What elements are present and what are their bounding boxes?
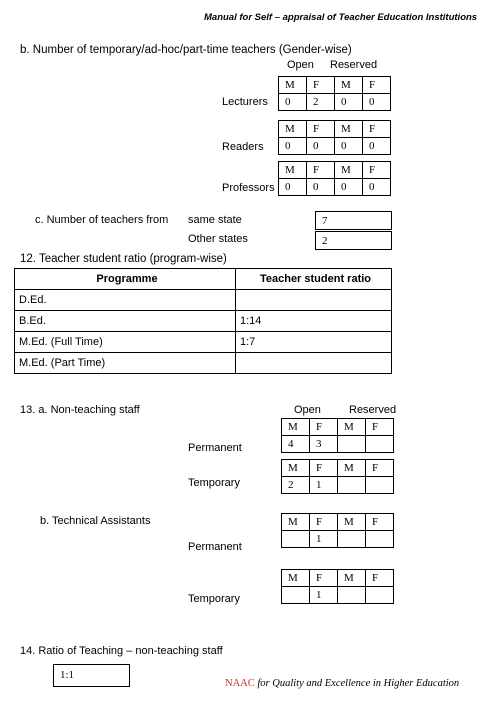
value-cell: 2 (307, 94, 335, 111)
programme-cell: B.Ed. (15, 311, 236, 332)
tech-permanent-label: Permanent (188, 541, 242, 553)
same-state-value: 7 (315, 211, 392, 230)
head-cell: M (279, 77, 307, 94)
head-cell: M (338, 570, 366, 587)
tech-temporary-label: Temporary (188, 593, 240, 605)
head-cell: F (366, 460, 394, 477)
head-cell: F (363, 77, 391, 94)
value-cell: 3 (310, 436, 338, 453)
value-cell: 1 (310, 587, 338, 604)
value-cell: 0 (307, 138, 335, 155)
row-label-readers: Readers (222, 141, 264, 153)
professors-table (278, 161, 391, 196)
section-b-title: b. Number of temporary/ad-hoc/part-time teachers (Gender-wise) (20, 44, 352, 56)
value-cell: 0 (335, 138, 363, 155)
value-cell (366, 477, 394, 494)
value-cell (366, 587, 394, 604)
head-cell: M (338, 460, 366, 477)
tech-assistants-title: b. Technical Assistants (40, 515, 151, 527)
head-cell: F (307, 77, 335, 94)
head-cell: F (363, 121, 391, 138)
value-cell: 0 (363, 94, 391, 111)
readers-table (278, 120, 391, 155)
head-cell: F (310, 514, 338, 531)
value-cell: 0 (279, 94, 307, 111)
value-cell (366, 436, 394, 453)
value-cell: 1 (310, 477, 338, 494)
value-cell (282, 531, 310, 548)
programme-cell: M.Ed. (Full Time) (15, 332, 236, 353)
value-cell (338, 477, 366, 494)
head-cell: M (282, 460, 310, 477)
head-cell: F (307, 121, 335, 138)
other-states-label: Other states (188, 233, 248, 245)
head-cell: F (366, 419, 394, 436)
value-cell: 2 (282, 477, 310, 494)
row-label-professors: Professors (222, 182, 275, 194)
head-cell: M (335, 77, 363, 94)
value-cell (366, 531, 394, 548)
value-cell (282, 587, 310, 604)
value-cell (338, 531, 366, 548)
tech-permanent-table (281, 513, 394, 548)
col-programme: Programme (15, 269, 236, 290)
value-cell: 4 (282, 436, 310, 453)
value-cell (338, 436, 366, 453)
ratio-cell: 1:14 (236, 311, 392, 332)
reserved-header: Reserved (330, 59, 378, 71)
tech-temporary-table (281, 569, 394, 604)
head-cell: M (335, 162, 363, 179)
head-cell: F (310, 570, 338, 587)
head-cell: M (279, 121, 307, 138)
head-cell: M (338, 419, 366, 436)
footer-tagline-text: for Quality and Excellence in Higher Education (254, 678, 460, 689)
head-cell: M (335, 121, 363, 138)
other-states-value: 2 (315, 231, 392, 250)
teacher-student-ratio-table (14, 268, 392, 374)
value-cell: 0 (335, 94, 363, 111)
same-state-label: same state (188, 214, 242, 226)
ratio-value-box: 1:1 (53, 664, 130, 687)
table-row (15, 311, 392, 332)
head-cell: F (310, 419, 338, 436)
permanent-label: Permanent (188, 442, 242, 454)
head-cell: F (307, 162, 335, 179)
head-cell: M (279, 162, 307, 179)
head-cell: F (310, 460, 338, 477)
reserved-header: Reserved (349, 404, 397, 416)
head-cell: M (282, 570, 310, 587)
open-header: Open (287, 59, 314, 71)
value-cell: 0 (307, 179, 335, 196)
head-cell: F (366, 570, 394, 587)
value-cell (338, 587, 366, 604)
col-ratio: Teacher student ratio (236, 269, 392, 290)
header-title: Manual for Self – appraisal of Teacher Education Institutions (204, 12, 478, 23)
ratio-cell (236, 353, 392, 374)
value-cell: 0 (363, 138, 391, 155)
head-cell: F (363, 162, 391, 179)
table-row (15, 353, 392, 374)
head-cell: F (366, 514, 394, 531)
section-14-title: 14. Ratio of Teaching – non-teaching staff (20, 645, 223, 657)
head-cell: M (282, 419, 310, 436)
row-label-lecturers: Lecturers (222, 96, 268, 108)
value-cell: 1 (310, 531, 338, 548)
head-cell: M (338, 514, 366, 531)
ratio-cell (236, 290, 392, 311)
open-header: Open (294, 404, 321, 416)
section-c-title: c. Number of teachers from (35, 214, 169, 226)
table-row (15, 332, 392, 353)
naac-label: NAAC (225, 678, 255, 689)
nonteaching-temporary-table (281, 459, 394, 494)
value-cell: 0 (363, 179, 391, 196)
ratio-cell: 1:7 (236, 332, 392, 353)
programme-cell: D.Ed. (15, 290, 236, 311)
value-cell: 0 (279, 179, 307, 196)
programme-cell: M.Ed. (Part Time) (15, 353, 236, 374)
temporary-label: Temporary (188, 477, 240, 489)
lecturers-table (278, 76, 391, 111)
section-12-title: 12. Teacher student ratio (program-wise) (20, 253, 227, 265)
table-row (15, 290, 392, 311)
nonteaching-permanent-table (281, 418, 394, 453)
value-cell: 0 (335, 179, 363, 196)
section-13-title: 13. a. Non-teaching staff (20, 404, 140, 416)
value-cell: 0 (279, 138, 307, 155)
head-cell: M (282, 514, 310, 531)
footer-tagline (225, 678, 459, 689)
